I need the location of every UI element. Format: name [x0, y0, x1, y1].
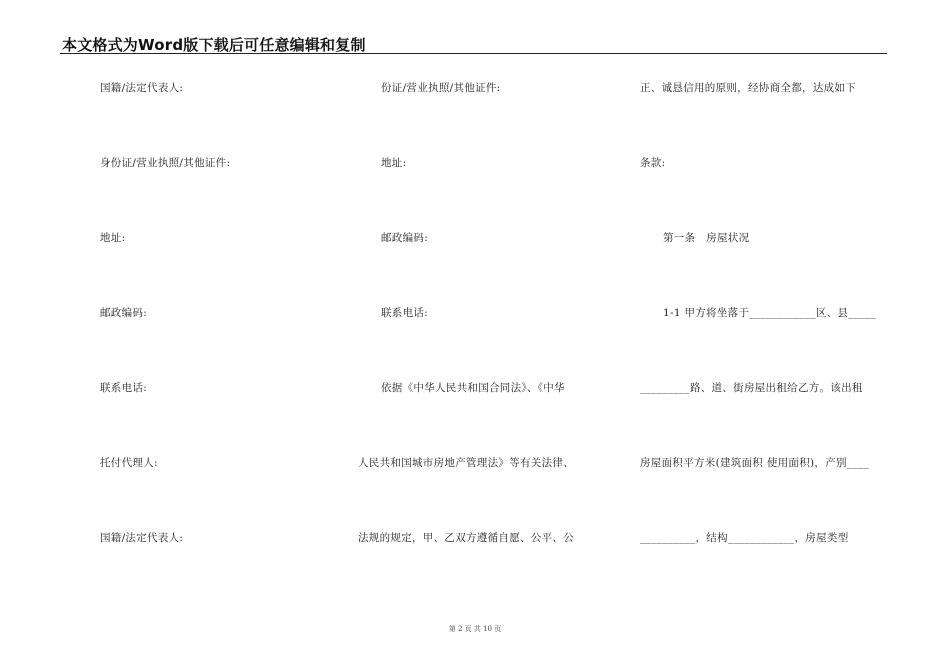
- text-line: 地址:: [100, 232, 126, 244]
- text-line: 身份证/营业执照/其他证件:: [100, 157, 231, 169]
- text-line: 依据《中华人民共和国合同法》、《中华: [381, 382, 565, 394]
- text-line: 条款:: [640, 157, 666, 169]
- text-line: 联系电话:: [381, 307, 429, 319]
- text-line: 地址:: [381, 157, 407, 169]
- section-heading: 第一条 房屋状况: [663, 232, 750, 244]
- text-line: 人民共和国城市房地产管理法》等有关法律、: [358, 457, 574, 469]
- text-line: _________路、道、街房屋出租给乙方。该出租: [640, 382, 863, 394]
- text-line: 联系电话:: [100, 382, 148, 394]
- text-line: 法规的规定，甲、乙双方遵循自愿、公平、公: [358, 532, 574, 544]
- text-line: 国籍/法定代表人:: [100, 82, 184, 94]
- text-line: __________，结构____________，房屋类型: [640, 532, 849, 544]
- header-divider: [60, 53, 887, 54]
- text-line: 1-1 甲方将坐落于____________区、县_____: [663, 307, 876, 319]
- text-line: 正、诚恳信用的原则，经协商全都，达成如下: [640, 82, 856, 94]
- document-header-title: 本文格式为Word版下载后可任意编辑和复制: [62, 36, 366, 54]
- text-line: 托付代理人:: [100, 457, 158, 469]
- text-line: 国籍/法定代表人:: [100, 532, 184, 544]
- text-line: 邮政编码:: [100, 307, 148, 319]
- page-number: 第 2 页 共 10 页: [448, 625, 502, 633]
- text-line: 房屋面积平方米(建筑面积 使用面积)，产别____: [640, 457, 870, 469]
- text-line: 邮政编码:: [381, 232, 429, 244]
- text-line: 份证/营业执照/其他证件:: [381, 82, 501, 94]
